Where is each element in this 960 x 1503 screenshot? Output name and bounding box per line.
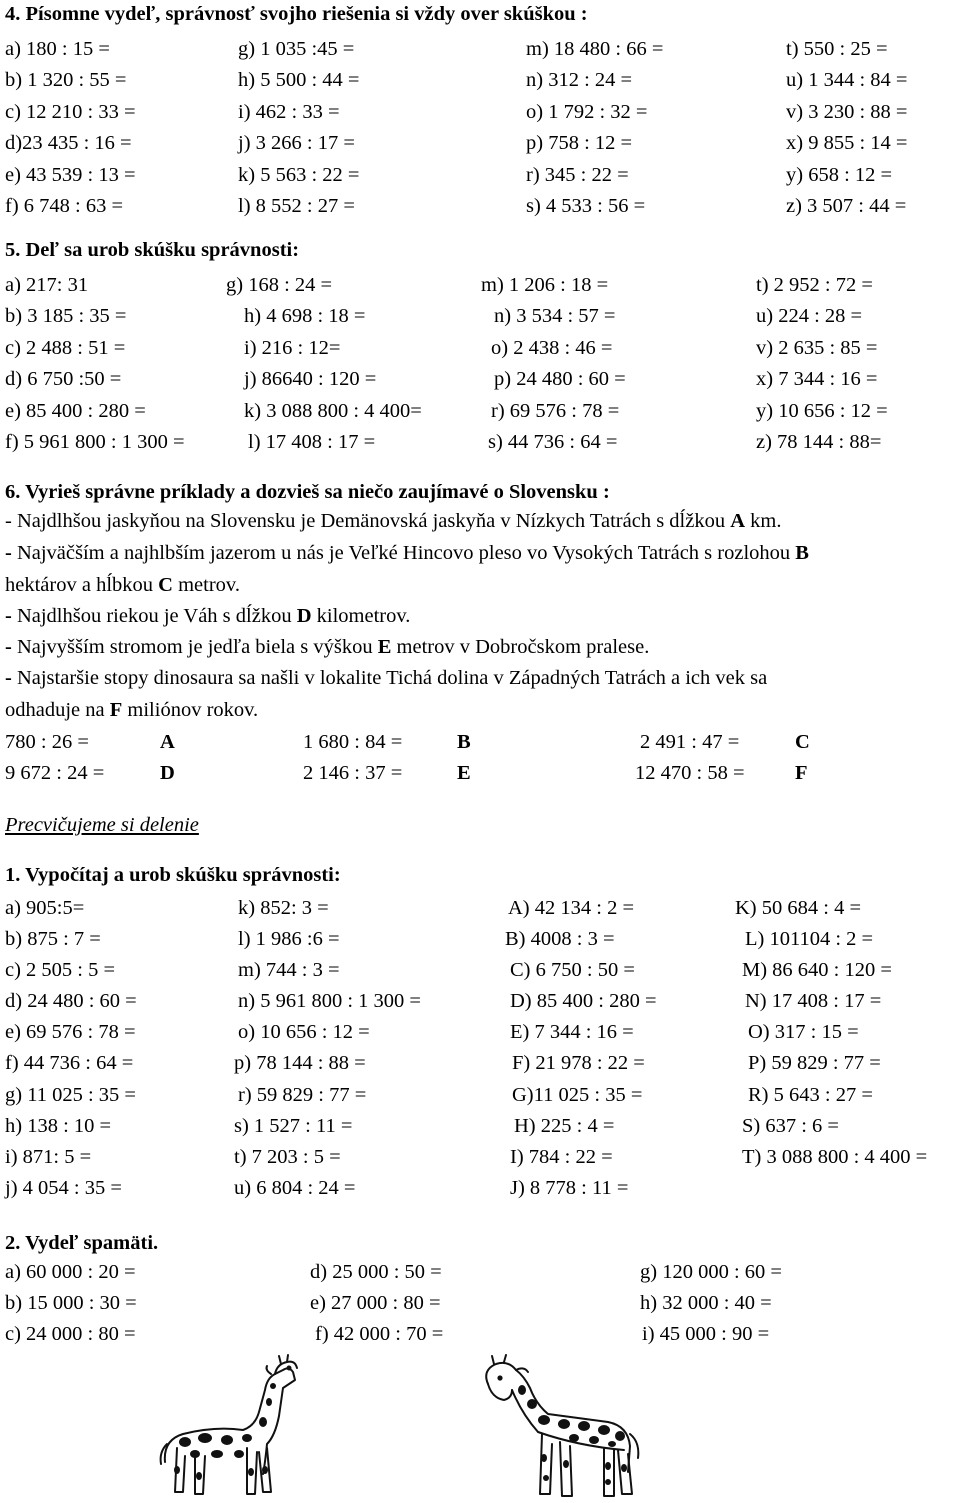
paragraph-text: Najdlhšou riekou je Váh s dĺžkou [16,605,297,627]
paragraph-text: Najväčším a najhlbším jazerom u nás je Veľké Hincovo pleso vo Vysokých Tatrách s rozlohou [16,542,796,564]
exercise-item: e) 69 576 : 78 = [5,1021,136,1043]
exercise-item: u) 224 : 28 = [756,305,863,327]
paragraph-text: kilometrov. [311,605,411,627]
exercise-item: l) 17 408 : 17 = [248,431,376,453]
section-1-heading: 1. Vypočítaj a urob skúšku správnosti: [5,864,341,886]
equation: 2 491 : 47 = [640,731,740,753]
exercise-item: s) 1 527 : 11 = [234,1115,353,1137]
exercise-item: v) 3 230 : 88 = [786,101,908,123]
exercise-item: F) 21 978 : 22 = [512,1052,645,1074]
exercise-item: i) 871: 5 = [5,1146,92,1168]
exercise-item: t) 7 203 : 5 = [234,1146,341,1168]
paragraph-text: - Najdlhšou jaskyňou na Slovensku je Demänovská jaskyňa v Nízkych Tatrách s dĺžkou [5,510,731,532]
exercise-item: c) 24 000 : 80 = [5,1323,136,1345]
exercise-item: R) 5 643 : 27 = [748,1084,873,1106]
exercise-item: A) 42 134 : 2 = [508,897,635,919]
exercise-item: u) 1 344 : 84 = [786,69,908,91]
section-4-heading: 4. Písomne vydeľ, správnosť svojho riešenia si vždy over skúškou : [5,3,588,25]
exercise-item: c) 2 488 : 51 = [5,337,126,359]
exercise-item: g) 168 : 24 = [226,274,333,296]
exercise-item: C) 6 750 : 50 = [510,959,635,981]
exercise-item: i) 462 : 33 = [238,101,340,123]
exercise-item: G)11 025 : 35 = [512,1084,643,1106]
paragraph-text: metrov. [172,574,240,596]
equation: 780 : 26 = [5,731,89,753]
exercise-item: s) 4 533 : 56 = [526,195,646,217]
exercise-item: g) 120 000 : 60 = [640,1261,782,1283]
exercise-item: z) 3 507 : 44 = [786,195,907,217]
exercise-item: t) 2 952 : 72 = [756,274,873,296]
exercise-item: c) 12 210 : 33 = [5,101,136,123]
exercise-item: O) 317 : 15 = [748,1021,859,1043]
exercise-item: h) 5 500 : 44 = [238,69,360,91]
exercise-item: p) 758 : 12 = [526,132,633,154]
exercise-item: t) 550 : 25 = [786,38,888,60]
exercise-item: b) 1 320 : 55 = [5,69,127,91]
equation: 1 680 : 84 = [303,731,403,753]
exercise-item: D) 85 400 : 280 = [510,990,657,1012]
exercise-item: a) 217: 31 [5,274,89,296]
variable-letter: E [377,636,392,658]
dash: - [5,542,17,564]
exercise-item: f) 6 748 : 63 = [5,195,124,217]
paragraph-text: miliónov rokov. [122,699,259,721]
exercise-item: x) 7 344 : 16 = [756,368,878,390]
paragraph-text: hektárov a hĺbkou [5,574,159,596]
exercise-item: f) 42 000 : 70 = [315,1323,444,1345]
variable-letter: C [158,574,173,596]
variable-letter: B [457,731,471,753]
exercise-item: H) 225 : 4 = [514,1115,615,1137]
exercise-item: r) 69 576 : 78 = [491,400,620,422]
exercise-item: l) 8 552 : 27 = [238,195,355,217]
exercise-item: T) 3 088 800 : 4 400 = [742,1146,928,1168]
exercise-item: m) 1 206 : 18 = [481,274,609,296]
variable-letter: E [457,762,471,784]
variable-letter: C [795,731,810,753]
exercise-item: j) 86640 : 120 = [244,368,377,390]
variable-letter: F [109,699,123,721]
exercise-item: J) 8 778 : 11 = [510,1177,629,1199]
exercise-item: b) 3 185 : 35 = [5,305,127,327]
exercise-item: f) 44 736 : 64 = [5,1052,134,1074]
exercise-item: m) 744 : 3 = [238,959,340,981]
exercise-item: o) 10 656 : 12 = [238,1021,370,1043]
exercise-item: e) 85 400 : 280 = [5,400,146,422]
exercise-item: a) 905:5= [5,897,85,919]
exercise-item: l) 1 986 :6 = [238,928,340,950]
exercise-item: z) 78 144 : 88= [756,431,882,453]
exercise-item: L) 101104 : 2 = [745,928,874,950]
exercise-item: h) 138 : 10 = [5,1115,112,1137]
paragraph-dinosaur [5,668,767,689]
exercise-item: o) 2 438 : 46 = [491,337,613,359]
exercise-item: v) 2 635 : 85 = [756,337,878,359]
exercise-item: k) 5 563 : 22 = [238,164,360,186]
variable-letter: A [160,731,175,753]
exercise-item: h) 32 000 : 40 = [640,1292,772,1314]
paragraph-tree [5,637,649,658]
dash: - [5,667,17,689]
paragraph-dinosaur-cont [5,700,258,721]
equation: 12 470 : 58 = [635,762,745,784]
exercise-item: P) 59 829 : 77 = [748,1052,881,1074]
exercise-item: x) 9 855 : 14 = [786,132,908,154]
exercise-item: y) 658 : 12 = [786,164,893,186]
section-5-heading: 5. Deľ sa urob skúšku správnosti: [5,239,300,261]
exercise-item: i) 45 000 : 90 = [642,1323,770,1345]
exercise-item: N) 17 408 : 17 = [745,990,882,1012]
giraffe-illustration-left [155,1352,315,1502]
exercise-item: n) 312 : 24 = [526,69,633,91]
exercise-item: f) 5 961 800 : 1 300 = [5,431,185,453]
dash: - [5,605,17,627]
paragraph-text: Najvyšším stromom je jedľa biela s výškou [16,636,378,658]
exercise-item: h) 4 698 : 18 = [244,305,366,327]
exercise-item: g) 1 035 :45 = [238,38,355,60]
variable-letter: B [795,542,809,564]
section-6-heading: 6. Vyrieš správne príklady a dozvieš sa niečo zaujímavé o Slovensku : [5,481,610,503]
exercise-item: E) 7 344 : 16 = [510,1021,634,1043]
variable-letter: F [795,762,808,784]
exercise-item: I) 784 : 22 = [510,1146,613,1168]
exercise-item: c) 2 505 : 5 = [5,959,116,981]
exercise-item: p) 78 144 : 88 = [234,1052,366,1074]
paragraph-text: odhaduje na [5,699,110,721]
paragraph-cave [5,511,781,532]
exercise-item: j) 4 054 : 35 = [5,1177,122,1199]
exercise-item: B) 4008 : 3 = [505,928,615,950]
variable-letter: D [160,762,175,784]
exercise-item: d)23 435 : 16 = [5,132,132,154]
exercise-item: j) 3 266 : 17 = [238,132,355,154]
equation: 9 672 : 24 = [5,762,105,784]
paragraph-lake-cont [5,575,240,596]
exercise-item: a) 60 000 : 20 = [5,1261,136,1283]
variable-letter: D [296,605,312,627]
exercise-item: e) 27 000 : 80 = [310,1292,441,1314]
exercise-item: d) 25 000 : 50 = [310,1261,442,1283]
variable-letter: A [730,510,746,532]
paragraph-text: km. [745,510,782,532]
section-2-heading: 2. Vydeľ spamäti. [5,1232,159,1254]
exercise-item: i) 216 : 12= [244,337,341,359]
exercise-item: a) 180 : 15 = [5,38,110,60]
exercise-item: o) 1 792 : 32 = [526,101,648,123]
exercise-item: b) 875 : 7 = [5,928,101,950]
practice-heading: Precvičujeme si delenie [5,814,199,836]
exercise-item: m) 18 480 : 66 = [526,38,664,60]
exercise-item: d) 6 750 :50 = [5,368,122,390]
exercise-item: e) 43 539 : 13 = [5,164,136,186]
paragraph-lake [5,543,809,564]
exercise-item: p) 24 480 : 60 = [494,368,626,390]
giraffe-illustration-right [478,1354,643,1502]
exercise-item: S) 637 : 6 = [742,1115,839,1137]
exercise-item: K) 50 684 : 4 = [735,897,862,919]
paragraph-text: metrov v Dobročskom pralese. [391,636,650,658]
exercise-item: k) 3 088 800 : 4 400= [244,400,422,422]
paragraph-river [5,606,410,627]
exercise-item: g) 11 025 : 35 = [5,1084,136,1106]
exercise-item: b) 15 000 : 30 = [5,1292,137,1314]
exercise-item: d) 24 480 : 60 = [5,990,137,1012]
exercise-item: r) 59 829 : 77 = [238,1084,367,1106]
paragraph-text: Najstaršie stopy dinosaura sa našli v lokalite Tichá dolina v Západných Tatrách a ich vek sa [16,667,768,689]
exercise-item: s) 44 736 : 64 = [488,431,618,453]
exercise-item: u) 6 804 : 24 = [234,1177,356,1199]
exercise-item: y) 10 656 : 12 = [756,400,888,422]
exercise-item: M) 86 640 : 120 = [742,959,892,981]
dash: - [5,636,17,658]
exercise-item: r) 345 : 22 = [526,164,629,186]
exercise-item: k) 852: 3 = [238,897,329,919]
exercise-item: n) 5 961 800 : 1 300 = [238,990,421,1012]
exercise-item: n) 3 534 : 57 = [494,305,616,327]
equation: 2 146 : 37 = [303,762,403,784]
